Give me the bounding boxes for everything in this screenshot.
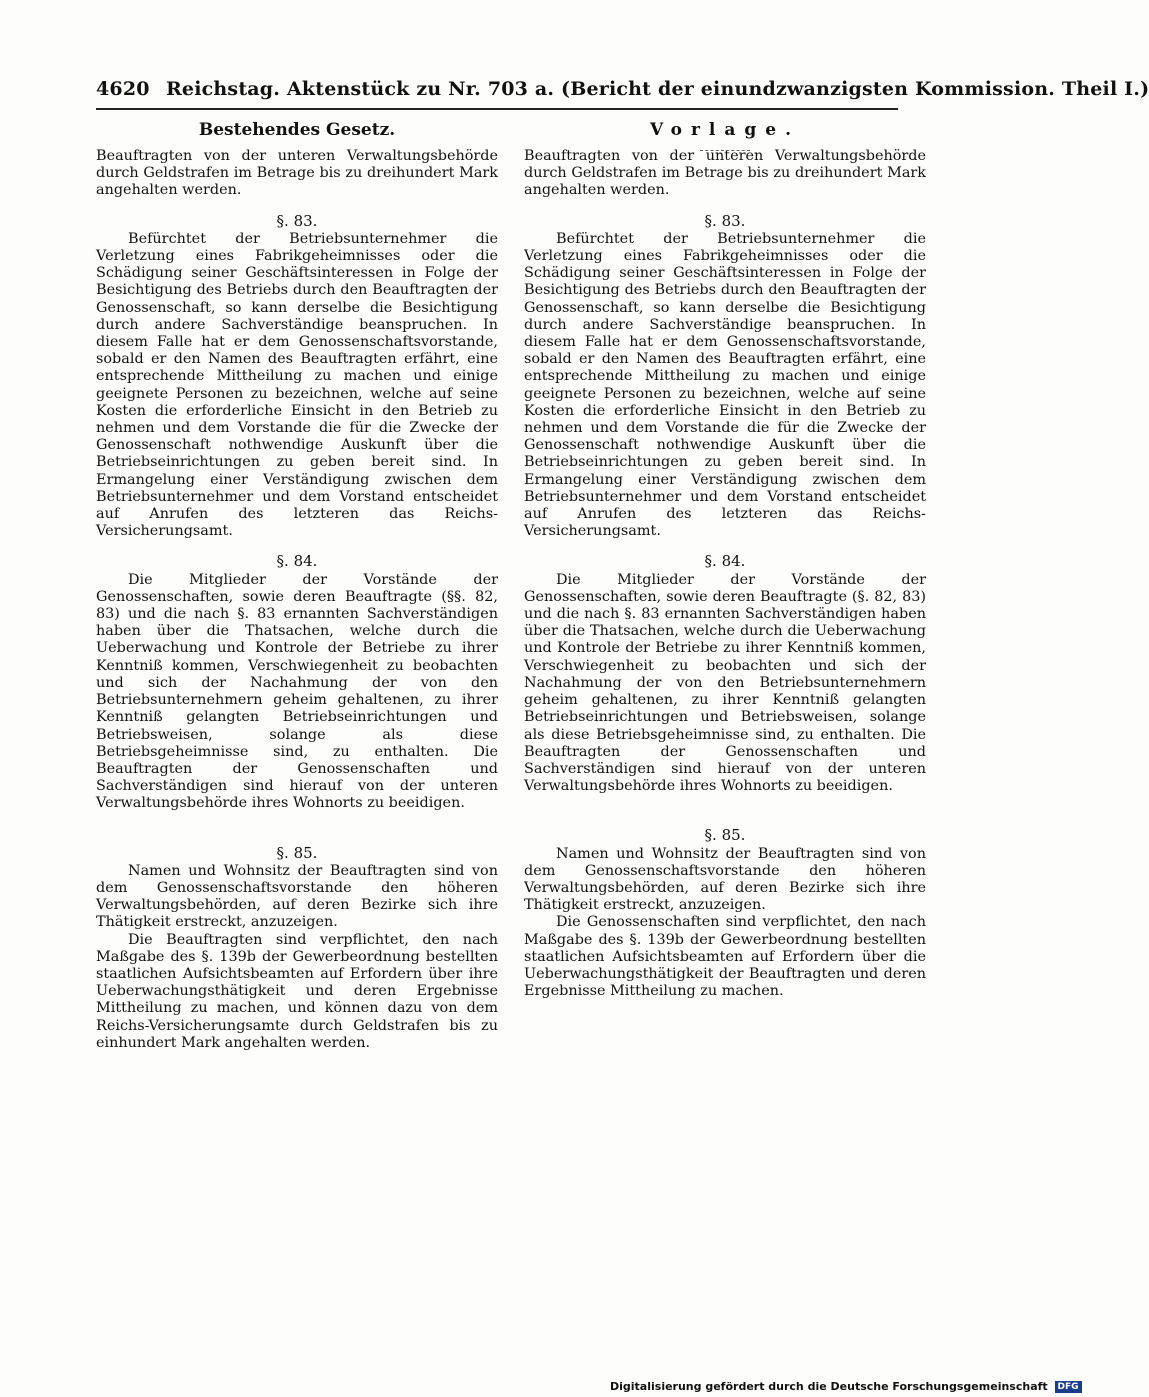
section-heading-85: §. 85. xyxy=(704,826,746,845)
column-title-existing-law: Bestehendes Gesetz. xyxy=(198,120,396,140)
section-heading-85: §. 85. xyxy=(276,843,318,862)
section-84-paragraph: Die Mitglieder der Vorstände der Genossenschaften, sowie deren Beauftragte (§. 82, 83) und die nach §. 83 ernannten Sachverständigen haben über die Thatsachen, welche durch die Ueberwachung und Kontrole der Betriebe zu ihrer Kenntniß kommen, Verschwiegenheit zu beobachten und sich der Nachahmung der von den Betriebsunternehmern geheim gehaltenen, zu ihrer Kenntniß gelangten Betriebseinrichtungen und Betriebsweisen, solange als diese Betriebsgeheimnisse sind, zu enthalten. Die Beauftragten der Genossenschaften und Sachverständigen sind hierauf von der unteren Verwaltungsbehörde ihres Wohnorts zu beeidigen. xyxy=(524,571,926,795)
dfg-logo-icon: DFG xyxy=(1055,1381,1082,1393)
continuation-text: Beauftragten von der unteren Verwaltungsbehörde durch Geldstrafen im Betrage bis zu dreihundert Mark angehalten werden. xyxy=(96,148,498,199)
digitization-credit xyxy=(610,1380,1079,1393)
title-divider xyxy=(700,150,750,151)
column-title-proposal: Vorlage. xyxy=(649,120,801,140)
column-proposal xyxy=(524,116,926,1000)
section-83-paragraph: Befürchtet der Betriebsunternehmer die Verletzung eines Fabrikgeheimnisses oder die Schädigung seiner Geschäftsinteressen in Folge der Besichtigung des Betriebs durch den Beauftragten der Genossenschaft, so kann derselbe die Besichtigung durch andere Sachverständige beanspruchen. In diesem Falle hat er dem Genossenschaftsvorstande, sobald er den Namen des Beauftragten erfährt, eine entsprechende Mittheilung zu machen und einige geeignete Personen zu bezeichnen, welche auf seine Kosten die erforderliche Einsicht in den Betrieb zu nehmen und dem Vorstande die für die Zwecke der Genossenschaft nothwendige Auskunft über die Betriebseinrichtungen zu geben bereit sind. In Ermangelung einer Verständigung zwischen dem Betriebsunternehmer und dem Vorstand entscheidet auf Anrufen des letzteren das Reichs-Versicherungsamt. xyxy=(96,230,498,540)
section-85-paragraph-2: Die Beauftragten sind verpflichtet, den nach Maßgabe des §. 139b der Gewerbeordnung bestellten staatlichen Aufsichtsbeamten auf Erfordern über ihre Ueberwachungsthätigkeit und deren Ergebnisse Mittheilung zu machen, und können dazu von dem Reichs-Versicherungsamte durch Geldstrafen bis zu einhundert Mark angehalten werden. xyxy=(96,931,498,1051)
page-number: 4620 xyxy=(96,78,150,100)
section-heading-83: §. 83. xyxy=(276,211,318,230)
continuation-text: Beauftragten von der unteren Verwaltungsbehörde durch Geldstrafen im Betrage bis zu dreihundert Mark angehalten werden. xyxy=(524,148,926,199)
section-85-paragraph-2: Die Genossenschaften sind verpflichtet, den nach Maßgabe des §. 139b der Gewerbeordnung bestellten staatlichen Aufsichtsbeamten auf Erfordern über die Ueberwachungsthätigkeit der Beauftragten und deren Ergebnisse Mittheilung zu machen. xyxy=(524,914,926,1000)
section-heading-84: §. 84. xyxy=(704,552,746,571)
section-heading-83: §. 83. xyxy=(704,211,746,230)
page-header xyxy=(96,78,1149,100)
running-title: Reichstag. Aktenstück zu Nr. 703 a. (Bericht der einundzwanzigsten Kommission. Theil I.) xyxy=(165,78,1149,100)
section-85-paragraph-1: Namen und Wohnsitz der Beauftragten sind von dem Genossenschaftsvorstande den höheren Verwaltungsbehörden, auf deren Bezirke sich ihre Thätigkeit erstreckt, anzuzeigen. xyxy=(524,845,926,914)
section-heading-84: §. 84. xyxy=(276,552,318,571)
section-84-paragraph: Die Mitglieder der Vorstände der Genossenschaften, sowie deren Beauftragte (§§. 82, 83) und die nach §. 83 ernannten Sachverständigen haben über die Thatsachen, welche durch die Ueberwachung und Kontrole der Betriebe zu ihrer Kenntniß kommen, Verschwiegenheit zu beobachten und sich der Nachahmung der von den Betriebsunternehmern geheim gehaltenen, zu ihrer Kenntniß gelangten Betriebseinrichtungen und Betriebsweisen, solange als diese Betriebsgeheimnisse sind, zu enthalten. Die Beauftragten der Genossenschaften und Sachverständigen sind hierauf von der unteren Verwaltungsbehörde ihres Wohnorts zu beeidigen. xyxy=(96,571,498,812)
header-rule xyxy=(96,108,898,110)
credit-text: Digitalisierung gefördert durch die Deutsche Forschungsgemeinschaft xyxy=(610,1380,1048,1393)
column-existing-law xyxy=(96,116,498,1052)
section-83-paragraph: Befürchtet der Betriebsunternehmer die Verletzung eines Fabrikgeheimnisses oder die Schädigung seiner Geschäftsinteressen in Folge der Besichtigung des Betriebs durch den Beauftragten der Genossenschaft, so kann derselbe die Besichtigung durch andere Sachverständige beanspruchen. In diesem Falle hat er dem Genossenschaftsvorstande, sobald er den Namen des Beauftragten erfährt, eine entsprechende Mittheilung zu machen und einige geeignete Personen zu bezeichnen, welche auf seine Kosten die erforderliche Einsicht in den Betrieb zu nehmen und dem Vorstande die für die Zwecke der Genossenschaft nothwendige Auskunft über die Betriebseinrichtungen zu geben bereit sind. In Ermangelung einer Verständigung zwischen dem Betriebsunternehmer und dem Vorstand entscheidet auf Anrufen des letzteren das Reichs-Versicherungsamt. xyxy=(524,230,926,540)
section-85-paragraph-1: Namen und Wohnsitz der Beauftragten sind von dem Genossenschaftsvorstande den höheren Verwaltungsbehörden, auf deren Bezirke sich ihre Thätigkeit erstreckt, anzuzeigen. xyxy=(96,862,498,931)
